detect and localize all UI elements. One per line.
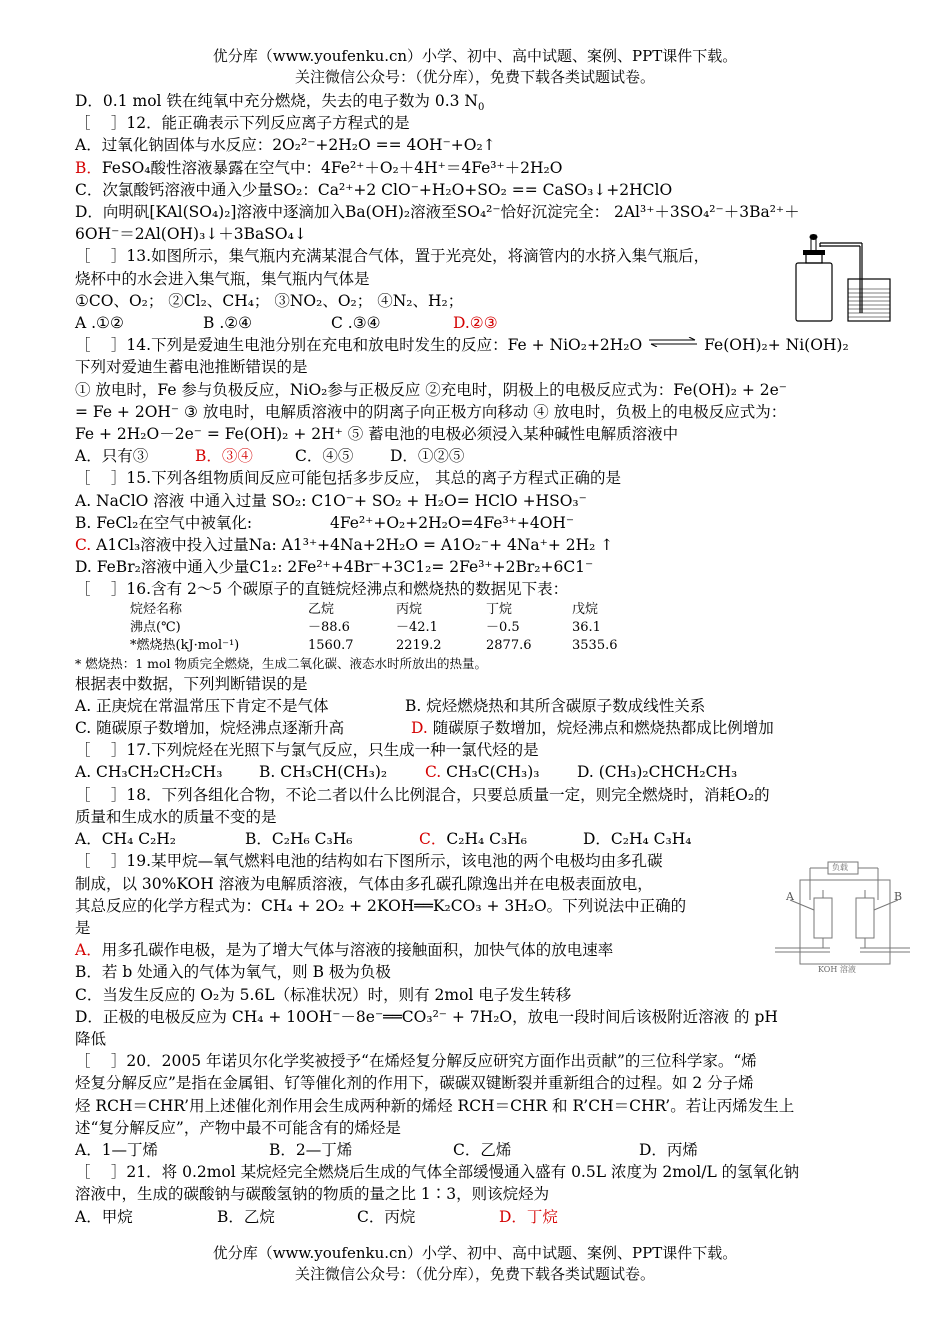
q15-option-b: B. FeCl₂在空气中被氧化: 4Fe²⁺+O₂+2H₂O=4Fe³⁺+4OH⁻ — [75, 513, 575, 532]
data-table — [130, 601, 618, 655]
q19-option-d: D．正极的电极反应为 CH₄ + 10OH⁻－8e⁻══CO₃²⁻ + 7H₂O，放电一段时间后该极附近溶液 的 pH — [75, 1007, 778, 1026]
answer-mark: B．③④ — [195, 447, 253, 466]
q13-items: ①CO、O₂； ②Cl₂、CH₄； ③NO₂、O₂； ④N₂、H₂； — [75, 291, 464, 310]
document-body — [75, 90, 875, 1228]
electrolyte-label: KOH 溶液 — [818, 965, 856, 974]
q20-options: A．1—丁烯 B．2—丁烯 C．乙烯 D．丙烯 — [75, 1140, 698, 1159]
answer-mark: C. CH₃C(CH₃)₃ — [425, 763, 540, 782]
q15-option-a: A. NaClO 溶液 中通入过量 SO₂: C1O⁻+ SO₂ + H₂O= HClO +HSO₃⁻ — [75, 491, 587, 510]
answer-mark: A． — [75, 941, 102, 960]
answer-mark: B． — [75, 158, 102, 177]
table-header-row: 烷烃名称 乙烷 丙烷 丁烷 戊烷 — [130, 601, 599, 617]
gas-bottle-figure — [790, 233, 902, 325]
answer-mark: C. — [75, 536, 92, 555]
q11-option-d: D．0.1 mol 铁在纯氧中充分燃烧，失去的电子数为 0.3 $N_0$ — [75, 92, 485, 114]
q14-stem-cont: 下列对爱迪生蓄电池推断错误的是 — [75, 358, 308, 377]
electrode-b-label: B — [894, 890, 903, 903]
q19-option-b: B．若 b 处通入的气体为氧气，则 B 极为负极 — [75, 963, 391, 982]
q15-stem: ［ ］15.下列各组物质间反应可能包括多步反应， 其总的离子方程式正确的是 — [75, 469, 622, 488]
electrode-a-label: A — [786, 890, 794, 903]
header-line-2: 关注微信公众号：（优分库），免费下载各类试题试卷。 — [294, 68, 655, 86]
q19-stem-2: 制成，以 30%KOH 溶液为电解质溶液，气体由多孔碳孔隙逸出并在电极表面放电， — [75, 874, 653, 893]
q20-stem-3: 烃 RCH＝CHR’用上述催化剂作用会生成两种新的烯烃 RCH＝CHR 和 R’CH＝CHR’。若让丙烯发生上 — [75, 1096, 795, 1115]
q19-stem-4: 是 — [75, 918, 91, 937]
q19-option-c: C．当发生反应的 O₂为 5.6L（标准状况）时，则有 2mol 电子发生转移 — [75, 985, 572, 1004]
footer-line-1: 优分库（www.youfenku.cn）小学、初中、高中试题、案例、PPT课件下载。 — [212, 1244, 738, 1262]
q21-options: A．甲烷 B．乙烷 C．丙烷 D．丁烷 — [75, 1207, 558, 1226]
answer-mark: D．丁烷 — [499, 1207, 558, 1226]
q14-body-2: = Fe + 2OH⁻ ③ 放电时，电解质溶液中的阴离子向正极方向移动 ④ 放电时，负极上的电极反应式为： — [75, 402, 787, 421]
q16-options-ab: A. 正庚烷在常温常压下肯定不是气体 B. 烷烃燃烧热和其所含碳原子数成线性关系 — [75, 696, 706, 715]
q15-option-c: C. A1Cl₃溶液中投入过量Na: A1³⁺+4Na+2H₂O = A1O₂⁻+ 4Na⁺+ 2H₂ ↑ — [75, 536, 614, 555]
q18-stem: ［ ］18．下列各组化合物，不论二者以什么比例混合，只要总质量一定，则完全燃烧时，消耗O₂的 — [75, 785, 770, 804]
answer-mark: D.②③ — [453, 314, 498, 333]
q19-stem-3: 其总反应的化学方程式为：CH₄ + 2O₂ + 2KOH══K₂CO₃ + 3H₂O。下列说法中正确的 — [75, 896, 687, 915]
load-label: 负载 — [832, 863, 848, 872]
q14-body-3: Fe + 2H₂O－2e⁻ = Fe(OH)₂ + 2H⁺ ⑤ 蓄电池的电极必须浸入某种碱性电解质溶液中 — [75, 425, 679, 444]
q12-option-d-cont: 6OH⁻＝2Al(OH)₃↓＋3BaSO₄↓ — [75, 225, 307, 244]
fuel-cell-diagram — [770, 860, 915, 980]
q13-stem-cont: 烧杯中的水会进入集气瓶，集气瓶内气体是 — [75, 269, 370, 288]
q14-body-1: ① 放电时，Fe 参与负极反应，NiO₂参与正极反应 ②充电时，阴极上的电极反应式为：Fe(OH)₂ + 2e⁻ — [75, 380, 787, 399]
q16-stem-cont: 根据表中数据，下列判断错误的是 — [75, 674, 308, 693]
q14-options: A．只有③ B．③④ C．④⑤ D．①②⑤ — [75, 445, 875, 467]
q19-option-d-cont: 降低 — [75, 1029, 107, 1048]
q16-options-cd: C. 随碳原子数增加，烷烃沸点逐渐升高 D. 随碳原子数增加，烷烃沸点和燃烧热都成比例增加 — [75, 719, 774, 738]
q15-option-d: D. FeBr₂溶液中通入少量C1₂: 2Fe²⁺+4Br⁻+3C1₂= 2Fe³⁺+2Br₂+6C1⁻ — [75, 558, 594, 577]
q12-option-b: B．FeSO₄酸性溶液暴露在空气中：4Fe²⁺＋O₂＋4H⁺＝4Fe³⁺＋2H₂O — [75, 158, 563, 177]
q17-options: A. CH₃CH₂CH₂CH₃ B. CH₃CH(CH₃)₂ C. CH₃C(CH₃)₃ D. (CH₃)₂CHCH₂CH₃ — [75, 761, 875, 783]
q21-stem-2: 溶液中，生成的碳酸钠与碳酸氢钠的物质的量之比 1∶3，则该烷烃为 — [75, 1185, 550, 1204]
q13-options: A .①② B .②④ C .③④ D.②③ — [75, 314, 498, 333]
q20-stem-2: 烃复分解反应”是指在金属钼、钌等催化剂的作用下，碳碳双键断裂并重新组合的过程。如 2 分子烯 — [75, 1074, 754, 1093]
footer-line-2: 关注微信公众号：（优分库），免费下载各类试题试卷。 — [294, 1265, 655, 1283]
table-footnote: * 燃烧热：1 mol 物质完全燃烧，生成二氧化碳、液态水时所放出的热量。 — [75, 655, 488, 671]
q12-option-c: C．次氯酸钙溶液中通入少量SO₂：Ca²⁺+2 ClO⁻+H₂O+SO₂ == CaSO₃↓+2HClO — [75, 180, 673, 199]
q18-stem-cont: 质量和生成水的质量不变的是 — [75, 807, 277, 826]
reversible-arrow-icon — [647, 337, 699, 347]
q12-stem: ［ ］12．能正确表示下列反应离子方程式的是 — [75, 114, 410, 133]
answer-mark: D. — [411, 719, 428, 738]
q16-stem: ［ ］16.含有 2～5 个碳原子的直链烷烃沸点和燃烧热的数据见下表： — [75, 580, 569, 599]
q12-option-a: A．过氧化钠固体与水反应：2O₂²⁻+2H₂O == 4OH⁻+O₂↑ — [75, 136, 496, 155]
fuel-cell-figure — [770, 860, 915, 980]
q18-options: A．CH₄ C₂H₂ B．C₂H₆ C₃H₆ C．C₂H₄ C₃H₆ D．C₂H₄ C₃H₄ — [75, 830, 692, 849]
q13-stem: ［ ］13.如图所示，集气瓶内充满某混合气体，置于光亮处，将滴管内的水挤入集气瓶后， — [75, 247, 710, 266]
q14-stem: ［ ］14.下列是爱迪生电池分别在充电和放电时发生的反应：Fe + NiO₂+2H₂O Fe(OH)₂+ Ni(OH)₂ — [75, 336, 849, 355]
page-header — [0, 46, 950, 88]
q20-stem-4: 述“复分解反应”，产物中最不可能含有的烯烃是 — [75, 1118, 401, 1137]
q17-stem: ［ ］17.下列烷烃在光照下与氯气反应，只生成一种一氯代烃的是 — [75, 741, 539, 760]
q21-stem: ［ ］21．将 0.2mol 某烷烃完全燃烧后生成的气体全部缓慢通入盛有 0.5L 浓度为 2mol/L 的氢氧化钠 — [75, 1163, 800, 1182]
page-footer — [0, 1243, 950, 1285]
table-row: 沸点(℃) －88.6 －42.1 －0.5 36.1 — [130, 619, 601, 635]
q12-option-d: D．向明矾[KAl(SO₄)₂]溶液中逐滴加入Ba(OH)₂溶液至SO₄²⁻恰好沉淀完全： 2Al³⁺＋3SO₄²⁻＋3Ba²⁺＋ — [75, 203, 800, 222]
header-line-1: 优分库（www.youfenku.cn）小学、初中、高中试题、案例、PPT课件下载。 — [212, 47, 738, 65]
table-row: *燃烧热(kJ·mol⁻¹) 1560.7 2219.2 2877.6 3535.6 — [130, 637, 618, 653]
q20-stem: ［ ］20．2005 年诺贝尔化学奖被授予“在烯烃复分解反应研究方面作出贡献”的三位科学家。“烯 — [75, 1052, 757, 1071]
q19-option-a: A．用多孔碳作电极，是为了增大气体与溶液的接触面积，加快气体的放电速率 — [75, 941, 614, 960]
q19-stem: ［ ］19.某甲烷—氧气燃料电池的结构如右下图所示，该电池的两个电极均由多孔碳 — [75, 852, 663, 871]
